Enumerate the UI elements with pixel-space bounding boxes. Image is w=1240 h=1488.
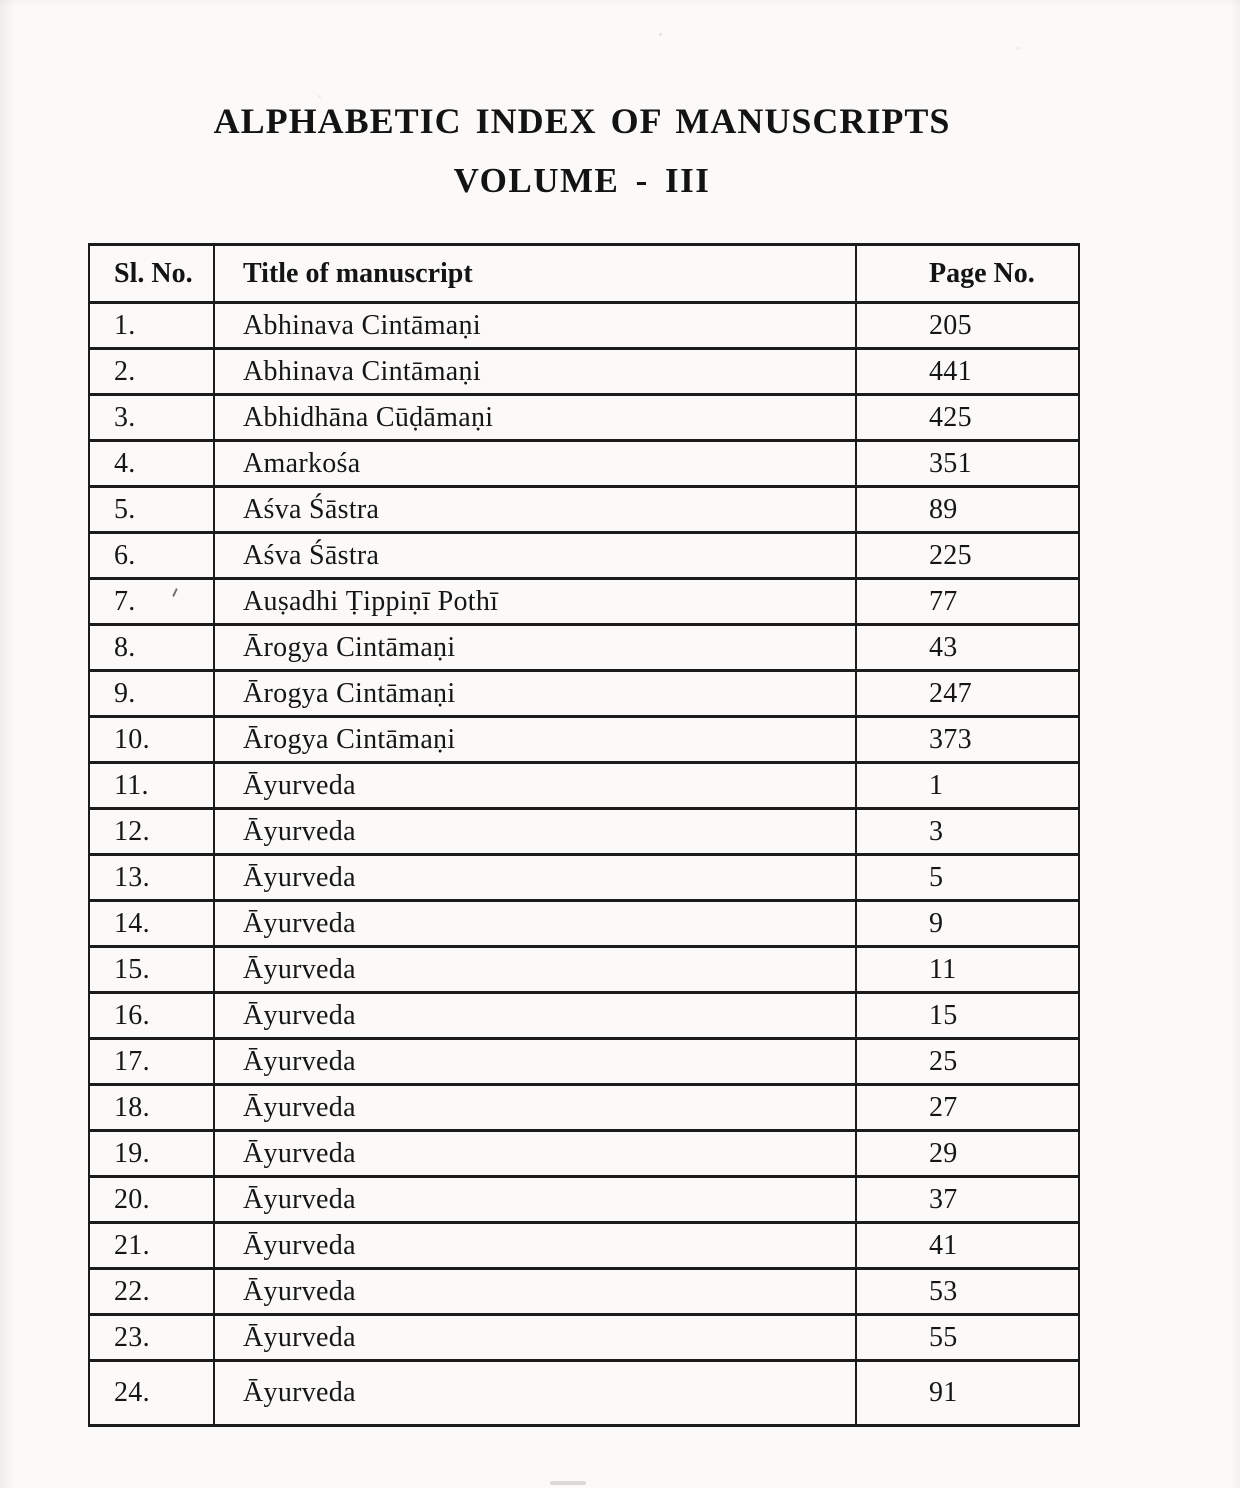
- title-cell: Āyurveda: [214, 855, 856, 901]
- table-row: [89, 1085, 1079, 1131]
- title-cell: Ārogya Cintāmaṇi: [214, 671, 856, 717]
- manuscript-index-table: [88, 243, 1080, 1427]
- sl-no-cell: 24.: [89, 1361, 214, 1426]
- sl-no-cell: 17.: [89, 1039, 214, 1085]
- page-no-cell: 441: [856, 349, 1079, 395]
- title-cell: Āyurveda: [214, 993, 856, 1039]
- title-cell: Āyurveda: [214, 1361, 856, 1426]
- table-row: [89, 1223, 1079, 1269]
- page-no-cell: 351: [856, 441, 1079, 487]
- sl-no-cell: 16.: [89, 993, 214, 1039]
- table-row: [89, 1315, 1079, 1361]
- page-no-cell: 1: [856, 763, 1079, 809]
- table-row: [89, 671, 1079, 717]
- page-no-cell: 43: [856, 625, 1079, 671]
- sl-no-cell: 5.: [89, 487, 214, 533]
- table-row: [89, 1131, 1079, 1177]
- table-row: [89, 487, 1079, 533]
- title-cell: Āyurveda: [214, 1315, 856, 1361]
- header-page-no: Page No.: [856, 245, 1079, 303]
- page-no-cell: 53: [856, 1269, 1079, 1315]
- sl-no-cell: 22.: [89, 1269, 214, 1315]
- title-cell: Āyurveda: [214, 901, 856, 947]
- page-no-cell: 89: [856, 487, 1079, 533]
- title-cell: Āyurveda: [214, 1085, 856, 1131]
- page-no-cell: 11: [856, 947, 1079, 993]
- title-cell: Abhinava Cintāmaṇi: [214, 349, 856, 395]
- table-row: [89, 625, 1079, 671]
- page-no-cell: 425: [856, 395, 1079, 441]
- table-row: [89, 1177, 1079, 1223]
- table-row: [89, 717, 1079, 763]
- page-no-cell: 5: [856, 855, 1079, 901]
- scan-speck: [1016, 47, 1020, 50]
- table-row: [89, 947, 1079, 993]
- page-no-cell: 225: [856, 533, 1079, 579]
- page-no-cell: 205: [856, 303, 1079, 349]
- sl-no-cell: 20.: [89, 1177, 214, 1223]
- page-no-cell: 15: [856, 993, 1079, 1039]
- table-header: [89, 245, 1079, 303]
- header-sl-no: Sl. No.: [89, 245, 214, 303]
- sl-no-cell: 6.: [89, 533, 214, 579]
- title-cell: Āyurveda: [214, 1039, 856, 1085]
- page-no-cell: 373: [856, 717, 1079, 763]
- table-row: [89, 533, 1079, 579]
- page-no-cell: 91: [856, 1361, 1079, 1426]
- page-no-cell: 77: [856, 579, 1079, 625]
- table-row: [89, 1269, 1079, 1315]
- manuscript-table-body: [89, 303, 1079, 1426]
- sl-no-cell: 21.: [89, 1223, 214, 1269]
- sl-no-cell: 7.: [89, 579, 214, 625]
- page-no-cell: 247: [856, 671, 1079, 717]
- page-no-cell: 29: [856, 1131, 1079, 1177]
- sl-no-cell: 2.: [89, 349, 214, 395]
- sl-no-cell: 11.: [89, 763, 214, 809]
- table-row: [89, 349, 1079, 395]
- table-row: [89, 579, 1079, 625]
- title-cell: Aśva Śāstra: [214, 487, 856, 533]
- sl-no-cell: 15.: [89, 947, 214, 993]
- page-no-cell: 37: [856, 1177, 1079, 1223]
- header-row: [89, 245, 1079, 303]
- sl-no-cell: 23.: [89, 1315, 214, 1361]
- table-row: [89, 441, 1079, 487]
- page-title: ALPHABETIC INDEX OF MANUSCRIPTS: [213, 101, 951, 141]
- sl-no-cell: 19.: [89, 1131, 214, 1177]
- title-cell: Āyurveda: [214, 1131, 856, 1177]
- table-row: [89, 395, 1079, 441]
- sl-no-cell: 14.: [89, 901, 214, 947]
- title-cell: Abhidhāna Cūḍāmaṇi: [214, 395, 856, 441]
- header-title: Title of manuscript: [214, 245, 856, 303]
- title-cell: Āyurveda: [214, 763, 856, 809]
- table-row: [89, 303, 1079, 349]
- title-cell: Āyurveda: [214, 1269, 856, 1315]
- sl-no-cell: 13.: [89, 855, 214, 901]
- sl-no-cell: 1.: [89, 303, 214, 349]
- sl-no-cell: 8.: [89, 625, 214, 671]
- table-row: [89, 1039, 1079, 1085]
- table-row: [89, 763, 1079, 809]
- page-no-cell: 3: [856, 809, 1079, 855]
- title-cell: Āyurveda: [214, 947, 856, 993]
- scan-smudge-artifact: [550, 1481, 586, 1485]
- sl-no-cell: 9.: [89, 671, 214, 717]
- title-cell: Aśva Śāstra: [214, 533, 856, 579]
- scan-speck: [318, 95, 321, 98]
- table-row: [89, 1361, 1079, 1426]
- page-no-cell: 41: [856, 1223, 1079, 1269]
- title-cell: Ārogya Cintāmaṇi: [214, 717, 856, 763]
- page-no-cell: 55: [856, 1315, 1079, 1361]
- page-no-cell: 9: [856, 901, 1079, 947]
- sl-no-cell: 18.: [89, 1085, 214, 1131]
- title-cell: Āyurveda: [214, 809, 856, 855]
- sl-no-cell: 10.: [89, 717, 214, 763]
- title-cell: Abhinava Cintāmaṇi: [214, 303, 856, 349]
- title-cell: Auṣadhi Ṭippiṇī Pothī: [214, 579, 856, 625]
- sl-no-cell: 3.: [89, 395, 214, 441]
- sl-no-cell: 4.: [89, 441, 214, 487]
- table-row: [89, 809, 1079, 855]
- title-cell: Āyurveda: [214, 1223, 856, 1269]
- sl-no-cell: 12.: [89, 809, 214, 855]
- title-cell: Āyurveda: [214, 1177, 856, 1223]
- table-row: [89, 901, 1079, 947]
- title-cell: Ārogya Cintāmaṇi: [214, 625, 856, 671]
- title-cell: Amarkośa: [214, 441, 856, 487]
- page-no-cell: 25: [856, 1039, 1079, 1085]
- page-no-cell: 27: [856, 1085, 1079, 1131]
- scan-speck: [659, 33, 662, 36]
- page-subtitle: VOLUME - III: [453, 161, 711, 200]
- table-row: [89, 855, 1079, 901]
- table-row: [89, 993, 1079, 1039]
